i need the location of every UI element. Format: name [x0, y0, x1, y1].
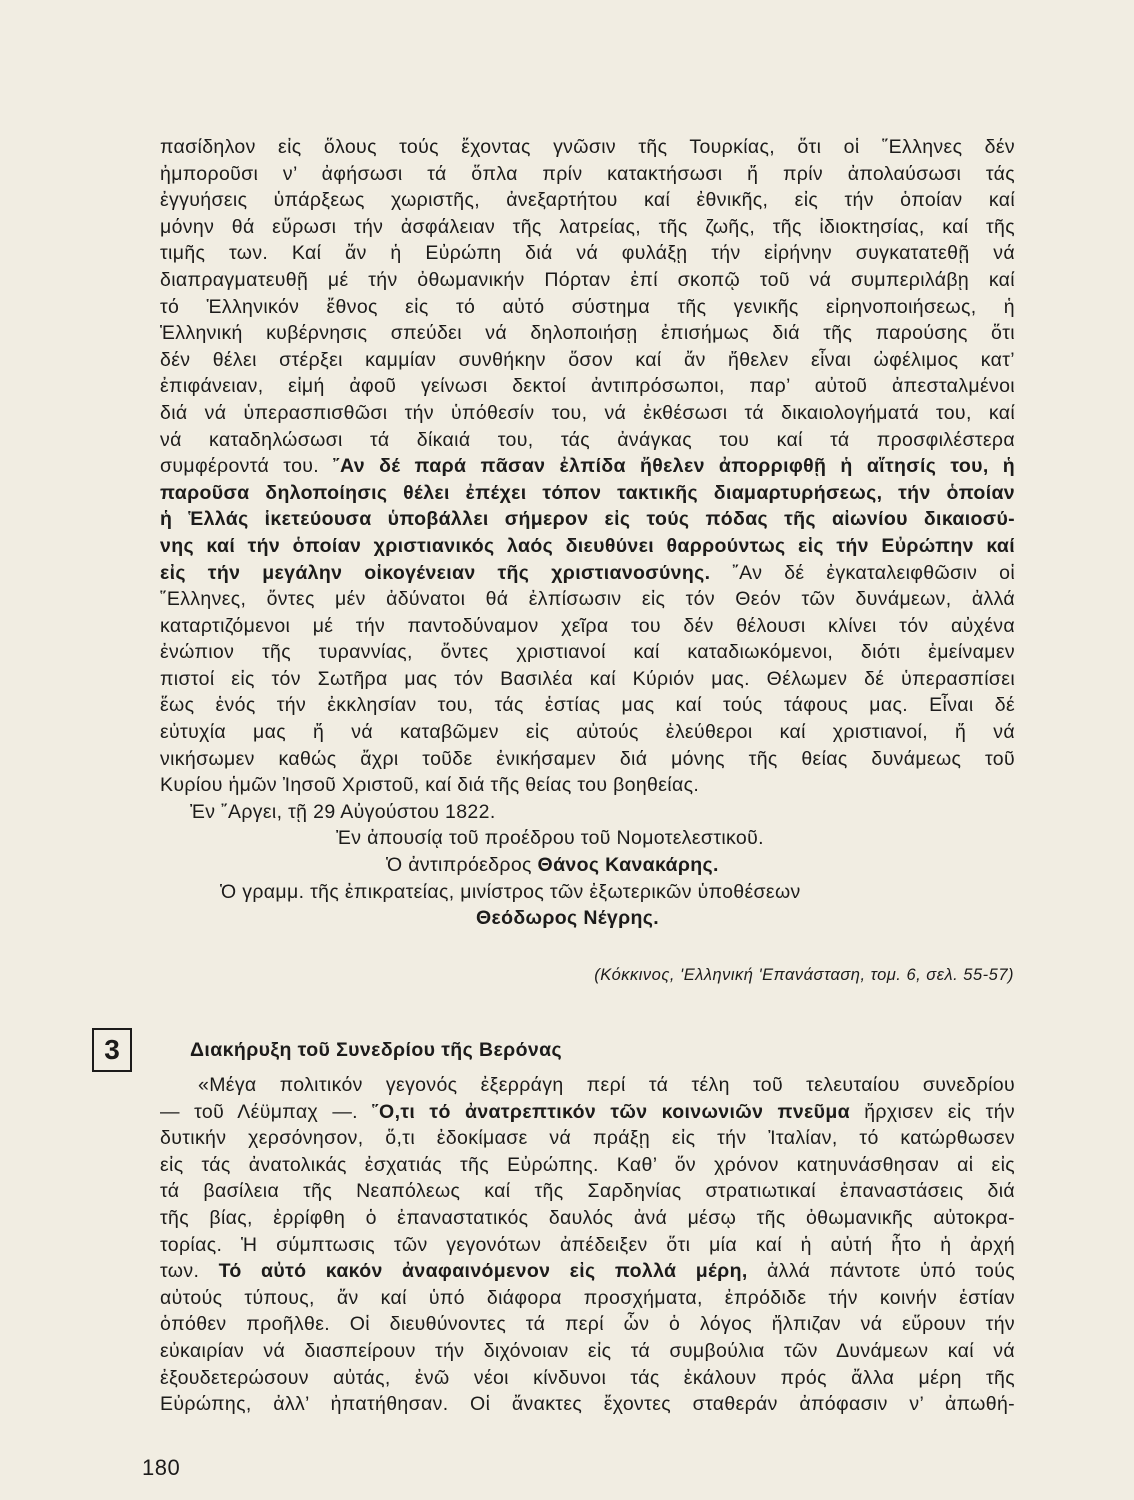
text-line [160, 1391, 1015, 1418]
text-run: ῞Ελληνες, ὄντες μέν ἀδύνατοι θά ἐλπίσωσιν εἰς τόν Θεόν τῶν δυνάμεων, ἀλλά [160, 588, 1015, 611]
text-line [160, 1205, 1015, 1232]
text-line [160, 666, 1015, 693]
text-line [160, 480, 1015, 507]
text-run: εἰς τάς ἀνατολικάς ἐσχατιάς τῆς Εὐρώπης. Καθ’ ὅν χρόνον κατηυνάσθησαν αἱ εἰς [160, 1153, 1015, 1176]
text-line [160, 506, 1015, 533]
text-run: ῎Αν δέ ἐγκαταλειφθῶσιν οἱ [710, 561, 1016, 584]
text-run: Εὐρώπης, ἀλλ’ ἠπατήθησαν. Οἱ ἄνακτες ἔχοντες σταθεράν ἀπόφασιν ν’ ἀπωθή- [160, 1393, 1015, 1416]
proclamation-body [160, 134, 1015, 932]
text-run: ἐξουδετερώσουν αὐτάς, ἐνῶ νέοι κίνδυνοι τάς ἐκάλουν πρός ἄλλα μέρη τῆς [160, 1366, 1015, 1389]
text-run: εὐκαιρίαν νά διασπείρουν τήν διχόνοιαν εἰς τά συμβούλια τῶν Δυνάμεων καί νά [160, 1339, 1015, 1362]
text-run: τό Ἑλληνικόν ἔθνος εἰς τό αὐτό σύστημα τῆς γενικῆς εἰρηνοποιήσεως, ἡ [160, 295, 1015, 318]
page-number: 180 [142, 1455, 181, 1480]
text-run: ὁπόθεν προῆλθε. Οἱ διευθύνοντες τά περί ὧν ὁ λόγος ἤλπιζαν νά εὕρουν τήν [160, 1313, 1015, 1336]
text-run: πιστοί εἰς τόν Σωτῆρα μας τόν Βασιλέα καί Κύριόν μας. Θέλωμεν δέ ὑπερασπίσει [160, 667, 1015, 690]
signature-line [160, 852, 1015, 879]
text-line [160, 400, 1015, 427]
text-run: διά νά ὑπερασπισθῶσι τήν ὑπόθεσίν του, νά ἐκθέσωσι τά δικαιολογήματά του, καί [160, 401, 1015, 424]
text-run: ἕως ἑνός τήν ἐκκλησίαν του, τάς ἑστίας μας καί τούς τάφους μας. Εἶναι δέ [160, 694, 1015, 717]
text-run: συμφέροντά του. [160, 455, 334, 478]
text-line [160, 1365, 1015, 1392]
text-run: Ἑλληνική κυβέρνησις σπεύδει νά δηλοποιήσῃ ἐπισήμως διά τῆς παρούσης ὅτι [160, 322, 1015, 345]
text-line [160, 240, 1015, 267]
text-run: Ὁ ἀντιπρόεδρος [386, 854, 538, 877]
text-line [160, 746, 1015, 773]
text-line [160, 294, 1015, 321]
bold-text: ῎Αν δέ παρά πᾶσαν ἐλπίδα ἤθελεν ἀπορριφθῇ ἡ αἴτησίς του, ἡ [333, 455, 1015, 478]
text-line [160, 1311, 1015, 1338]
text-line [160, 1258, 1015, 1285]
text-line [160, 1285, 1015, 1312]
text-line [160, 533, 1015, 560]
bold-text: ἡ Ἑλλάς ἱκετεύουσα ὑποβάλλει σήμερον εἰς τούς πόδας τῆς αἰωνίου δικαιοσύ- [160, 508, 1015, 531]
text-run: ἀλλά πάντοτε ὑπό τούς [747, 1260, 1016, 1283]
text-run: νά καταδηλώσωσι τά δίκαιά του, τάς ἀνάγκας του καί τά προσφιλέστερα [160, 428, 1015, 451]
text-run: καταρτιζόμενοι μέ τήν παντοδύναμον χεῖρα του δέν θέλουσι κλίνει τόν αὐχένα [160, 614, 1015, 637]
text-line [160, 1178, 1015, 1205]
text-run: εὐτυχία μας ἤ νά καταβῶμεν εἰς αὐτούς ἐλεύθεροι καί χριστιανοί, ἤ νά [160, 721, 1015, 744]
bold-text: εἰς τήν μεγάλην οἰκογένειαν τῆς χριστιανοσύνης. [160, 561, 711, 584]
text-run: ἐνώπιον τῆς τυραννίας, ὄντες χριστιανοί καί καταδιωκόμενοι, διότι ἐμείναμεν [160, 641, 1015, 664]
text-line [160, 613, 1015, 640]
text-line [160, 719, 1015, 746]
signature-line [160, 799, 1015, 826]
bold-text: Θάνος Κανακάρης. [537, 854, 719, 877]
text-run: δυτικήν χερσόνησον, ὅ,τι ἐδοκίμασε νά πράξῃ εἰς τήν Ἰταλίαν, τό κατώρθωσεν [160, 1127, 1015, 1150]
text-run: νικήσωμεν καθώς ἄχρι τοῦδε ἐνικήσαμεν διά μόνης τῆς θείας δυνάμεως τοῦ [160, 747, 1015, 770]
text-run: Ὁ γραμμ. τῆς ἐπικρατείας, μινίστρος τῶν ἐξωτερικῶν ὑποθέσεων [220, 880, 801, 903]
text-line [160, 267, 1015, 294]
text-run: ἐπιφάνειαν, εἰμή ἀφοῦ γείνωσι δεκτοί ἀντιπρόσωποι, παρ’ αὐτοῦ ἀπεσταλμένοι [160, 375, 1015, 398]
text-line [160, 1338, 1015, 1365]
text-run: τῆς βίας, ἐρρίφθη ὁ ἐπαναστατικός δαυλός ἀνά μέσῳ τῆς ὀθωμανικῆς αὐτοκρα- [160, 1206, 1015, 1229]
text-run: διαπραγματευθῇ μέ τήν ὀθωμανικήν Πόρταν ἐπί σκοπῷ τοῦ νά συμπεριλάβῃ καί [160, 268, 1015, 291]
text-run: των. [160, 1260, 219, 1283]
text-run: πασίδηλον εἰς ὅλους τούς ἔχοντας γνῶσιν τῆς Τουρκίας, ὅτι οἱ ῞Ελληνες δέν [160, 136, 1015, 158]
text-line [160, 772, 1015, 799]
text-run: αὐτούς τύπους, ἄν καί ὑπό διάφορα προσχήματα, ἐπρόδιδε τήν κοινήν ἑστίαν [160, 1286, 1015, 1309]
section-title: Διακήρυξη τοῦ Συνεδρίου τῆς Βερόνας [190, 1039, 563, 1061]
bold-text: παροῦσα δηλοποίησις θέλει ἐπέχει τόπον τακτικῆς διαμαρτυρήσεως, τήν ὁποίαν [160, 481, 1015, 504]
text-line [160, 134, 1015, 161]
bold-text: ῞Ο,τι τό ἀνατρεπτικόν τῶν κοινωνιῶν πνεῦμα [372, 1100, 850, 1123]
section-body [160, 1072, 1015, 1418]
text-line [160, 692, 1015, 719]
text-line [160, 639, 1015, 666]
text-run: «Μέγα πολιτικόν γεγονός ἐξερράγη περί τά τέλη τοῦ τελευταίου συνεδρίου [198, 1074, 1015, 1096]
text-run: Ἐν ῎Αργει, τῇ 29 Αὐγούστου 1822. [190, 800, 496, 823]
text-run: — τοῦ Λέϋμπαχ —. [160, 1100, 373, 1123]
text-line [160, 1232, 1015, 1259]
bold-text: νης καί τήν ὁποίαν χριστιανικός λαός διευθύνει θαρρούντως εἰς τήν Εὐρώπην καί [160, 534, 1015, 557]
text-line [160, 586, 1015, 613]
bold-text: Θεόδωρος Νέγρης. [476, 907, 660, 930]
text-line [160, 453, 1015, 480]
text-run: Κυρίου ἡμῶν Ἰησοῦ Χριστοῦ, καί διά τῆς θείας του βοηθείας. [160, 774, 700, 797]
text-line [160, 373, 1015, 400]
text-line [160, 347, 1015, 374]
signature-line [160, 905, 1015, 932]
signature-line [160, 825, 1015, 852]
text-line [160, 187, 1015, 214]
text-run: ἠμποροῦσι ν’ ἀφήσωσι τά ὅπλα πρίν κατακτήσωσι ἤ πρίν ἀπολαύσωσι τάς [160, 162, 1015, 185]
text-line [160, 1152, 1015, 1179]
text-line [160, 1125, 1015, 1152]
text-run: τιμῆς των. Καί ἄν ἡ Εὐρώπη διά νά φυλάξῃ τήν εἰρήνην συγκατατεθῇ νά [160, 242, 1015, 265]
text-run: τά βασίλεια τῆς Νεαπόλεως καί τῆς Σαρδηνίας στρατιωτικαί ἐπαναστάσεις διά [160, 1180, 1015, 1203]
source-citation: (Κόκκινος, 'Ελληνική 'Επανάσταση, τομ. 6, σελ. 55-57) [594, 966, 1014, 984]
text-line [160, 1099, 1015, 1126]
text-run: Ἐν ἀπουσίᾳ τοῦ προέδρου τοῦ Νομοτελεστικοῦ. [336, 827, 764, 850]
text-run: ἐγγυήσεις ὑπάρξεως χωριστῆς, ἀνεξαρτήτου καί ἐθνικῆς, εἰς τήν ὁποίαν καί [160, 189, 1015, 212]
bold-text: Τό αὐτό κακόν ἀναφαινόμενον εἰς πολλά μέρη, [218, 1260, 748, 1283]
text-line [160, 161, 1015, 188]
text-run: τορίας. Ἡ σύμπτωσις τῶν γεγονότων ἀπέδειξεν ὅτι μία καί ἡ αὐτή ἦτο ἡ ἀρχή [160, 1233, 1015, 1256]
text-line [160, 214, 1015, 241]
text-line [160, 560, 1015, 587]
text-run: μόνην θά εὕρωσι τήν ἀσφάλειαν τῆς λατρείας, τῆς ζωῆς, τῆς ἰδιοκτησίας, καί τῆς [160, 215, 1015, 238]
text-run: δέν θέλει στέρξει καμμίαν συνθήκην ὅσον καί ἄν ἤθελεν εἶναι ὠφέλιμος κατ’ [160, 348, 1015, 371]
text-line [160, 427, 1015, 454]
text-run: ἤρχισεν εἰς τήν [849, 1100, 1016, 1123]
text-line [160, 1072, 1015, 1099]
text-line [160, 320, 1015, 347]
section-number-box: 3 [92, 1028, 132, 1072]
signature-line [160, 879, 1015, 906]
